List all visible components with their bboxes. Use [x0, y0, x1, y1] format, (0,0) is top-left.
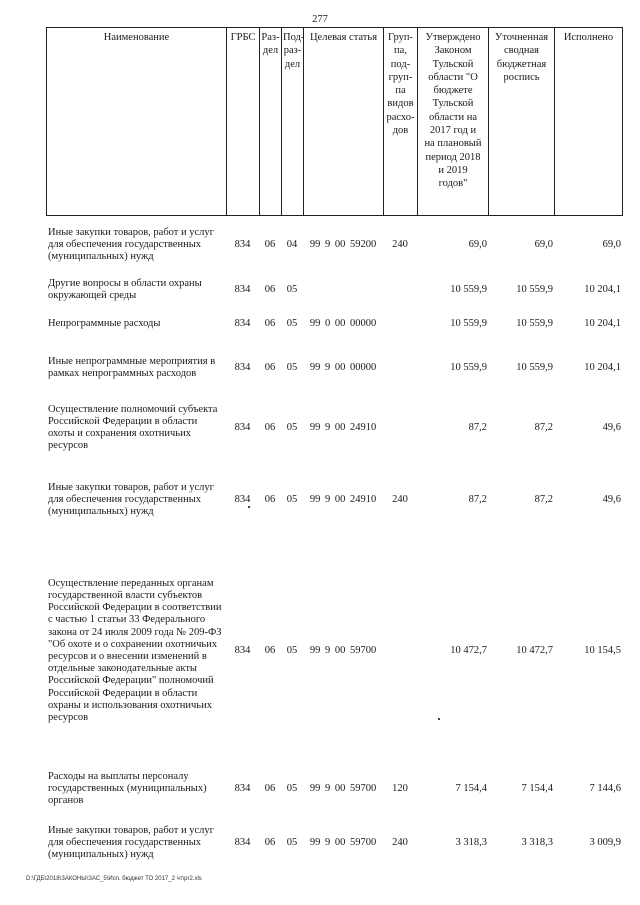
table-row [46, 393, 622, 463]
row-razdel: 06 [264, 493, 276, 505]
table-row [46, 305, 622, 343]
file-path-footer: D:\ГДБ\2018\ЗАКОНЫ\ЗАС_5\Исп. бюджет ТО 2017_2 чт\pr2.xls [26, 876, 202, 882]
row-razdel: 06 [264, 361, 276, 373]
row-executed: 49,6 [602, 493, 621, 505]
row-expense-group: 240 [392, 493, 408, 505]
row-podrazdel: 05 [286, 317, 298, 329]
header-expense-group: Груп- па, под- груп- па видов расхо- дов [384, 28, 418, 216]
row-executed: 49,6 [602, 421, 621, 433]
scan-speck [438, 718, 440, 720]
header-approved: Утверждено Законом Тульской области "О бюджете Тульской области на 2017 год и на плановый период 2018 и 2019 годов" [418, 28, 489, 216]
row-expense-group [383, 305, 417, 343]
table-row [46, 215, 622, 275]
row-executed: 10 204,1 [584, 283, 621, 295]
row-name: Иные закупки товаров, работ и услуг для обеспечения государственных (муниципальных) нужд [48, 226, 214, 263]
row-razdel: 06 [264, 317, 276, 329]
row-expense-group: 120 [392, 782, 408, 794]
row-name: Иные закупки товаров, работ и услуг для обеспечения государственных (муниципальных) нужд [48, 481, 214, 518]
row-executed: 10 204,1 [584, 361, 621, 373]
row-target-article: 99 9 00 00000 [309, 361, 377, 373]
table-row [46, 813, 622, 873]
header-razdel: Раз- дел [260, 28, 282, 216]
row-podrazdel: 05 [286, 644, 298, 656]
table-row [46, 343, 622, 393]
row-grbs: 834 [234, 493, 251, 505]
row-podrazdel: 05 [286, 836, 298, 848]
table-row [46, 537, 622, 765]
row-target-article [303, 275, 383, 305]
row-podrazdel: 05 [286, 361, 298, 373]
row-razdel: 06 [264, 238, 276, 250]
row-approved: 87,2 [468, 493, 487, 505]
row-executed: 10 154,5 [584, 644, 621, 656]
header-grbs: ГРБС [227, 28, 260, 216]
table-row [46, 463, 622, 537]
row-target-article: 99 9 00 59200 [309, 238, 377, 250]
header-target-article: Целевая статья [304, 28, 384, 216]
budget-table [46, 215, 622, 873]
row-approved: 87,2 [468, 421, 487, 433]
scan-speck [248, 506, 250, 508]
row-approved: 7 154,4 [455, 782, 487, 794]
row-refined: 87,2 [534, 421, 553, 433]
header-executed: Исполнено [555, 28, 623, 216]
row-approved: 10 559,9 [450, 317, 487, 329]
row-approved: 10 472,7 [450, 644, 487, 656]
row-name: Расходы на выплаты персоналу государственных (муниципальных) органов [48, 770, 207, 807]
row-podrazdel: 05 [286, 283, 298, 295]
row-podrazdel: 05 [286, 782, 298, 794]
row-expense-group [383, 537, 417, 765]
row-approved: 69,0 [468, 238, 487, 250]
row-refined: 3 318,3 [521, 836, 553, 848]
row-name: Иные непрограммные мероприятия в рамках непрограммных расходов [48, 355, 216, 379]
row-refined: 10 559,9 [516, 361, 553, 373]
row-refined: 69,0 [534, 238, 553, 250]
row-grbs: 834 [234, 317, 251, 329]
row-name: Иные закупки товаров, работ и услуг для обеспечения государственных (муниципальных) нужд [48, 824, 214, 861]
row-razdel: 06 [264, 836, 276, 848]
row-approved: 10 559,9 [450, 283, 487, 295]
row-refined: 7 154,4 [521, 782, 553, 794]
row-grbs: 834 [234, 283, 251, 295]
row-expense-group: 240 [392, 836, 408, 848]
page-number: 277 [312, 14, 328, 25]
row-target-article: 99 9 00 24910 [309, 493, 377, 505]
row-expense-group: 240 [392, 238, 408, 250]
header-name: Наименование [47, 28, 227, 216]
row-expense-group [383, 275, 417, 305]
row-name: Осуществление полномочий субъекта Российской Федерации в области охоты и сохранения охотничьих ресурсов [48, 403, 218, 452]
row-expense-group [383, 343, 417, 393]
header-refined: Уточненная сводная бюджетная роспись [489, 28, 555, 216]
row-executed: 7 144,6 [589, 782, 621, 794]
row-executed: 10 204,1 [584, 317, 621, 329]
row-grbs: 834 [234, 836, 251, 848]
row-executed: 69,0 [602, 238, 621, 250]
row-grbs: 834 [234, 644, 251, 656]
row-name: Другие вопросы в области охраны окружающей среды [48, 277, 202, 301]
row-razdel: 06 [264, 782, 276, 794]
table-row [46, 765, 622, 813]
row-grbs: 834 [234, 421, 251, 433]
table-header [46, 27, 623, 216]
header-podrazdel: Под- раз- дел [282, 28, 304, 216]
row-name: Непрограммные расходы [48, 317, 161, 329]
row-executed: 3 009,9 [589, 836, 621, 848]
table-row [46, 275, 622, 305]
row-razdel: 06 [264, 421, 276, 433]
row-grbs: 834 [234, 361, 251, 373]
row-approved: 10 559,9 [450, 361, 487, 373]
row-target-article: 99 9 00 24910 [309, 421, 377, 433]
row-target-article: 99 9 00 59700 [309, 836, 377, 848]
row-target-article: 99 9 00 59700 [309, 644, 377, 656]
row-refined: 10 472,7 [516, 644, 553, 656]
row-razdel: 06 [264, 644, 276, 656]
row-refined: 10 559,9 [516, 283, 553, 295]
row-razdel: 06 [264, 283, 276, 295]
row-podrazdel: 04 [286, 238, 298, 250]
row-target-article: 99 9 00 59700 [309, 782, 377, 794]
row-refined: 87,2 [534, 493, 553, 505]
row-grbs: 834 [234, 238, 251, 250]
row-refined: 10 559,9 [516, 317, 553, 329]
row-podrazdel: 05 [286, 493, 298, 505]
row-podrazdel: 05 [286, 421, 298, 433]
row-target-article: 99 0 00 00000 [309, 317, 377, 329]
row-approved: 3 318,3 [455, 836, 487, 848]
row-grbs: 834 [234, 782, 251, 794]
row-name: Осуществление переданных органам государственной власти субъектов Российской Федерации в соответствии с частью 1 статьи 33 Федерального закона от 24 июля 2009 года № 209-ФЗ "Об охоте и о сохранении охотничьих ресурсов и о внесении изменений в отдельные законодательные акты Российской Федерации" полномочий Российской Федерации в области охраны и использования охотничьих ресурсов [48, 577, 222, 724]
row-expense-group [383, 393, 417, 463]
